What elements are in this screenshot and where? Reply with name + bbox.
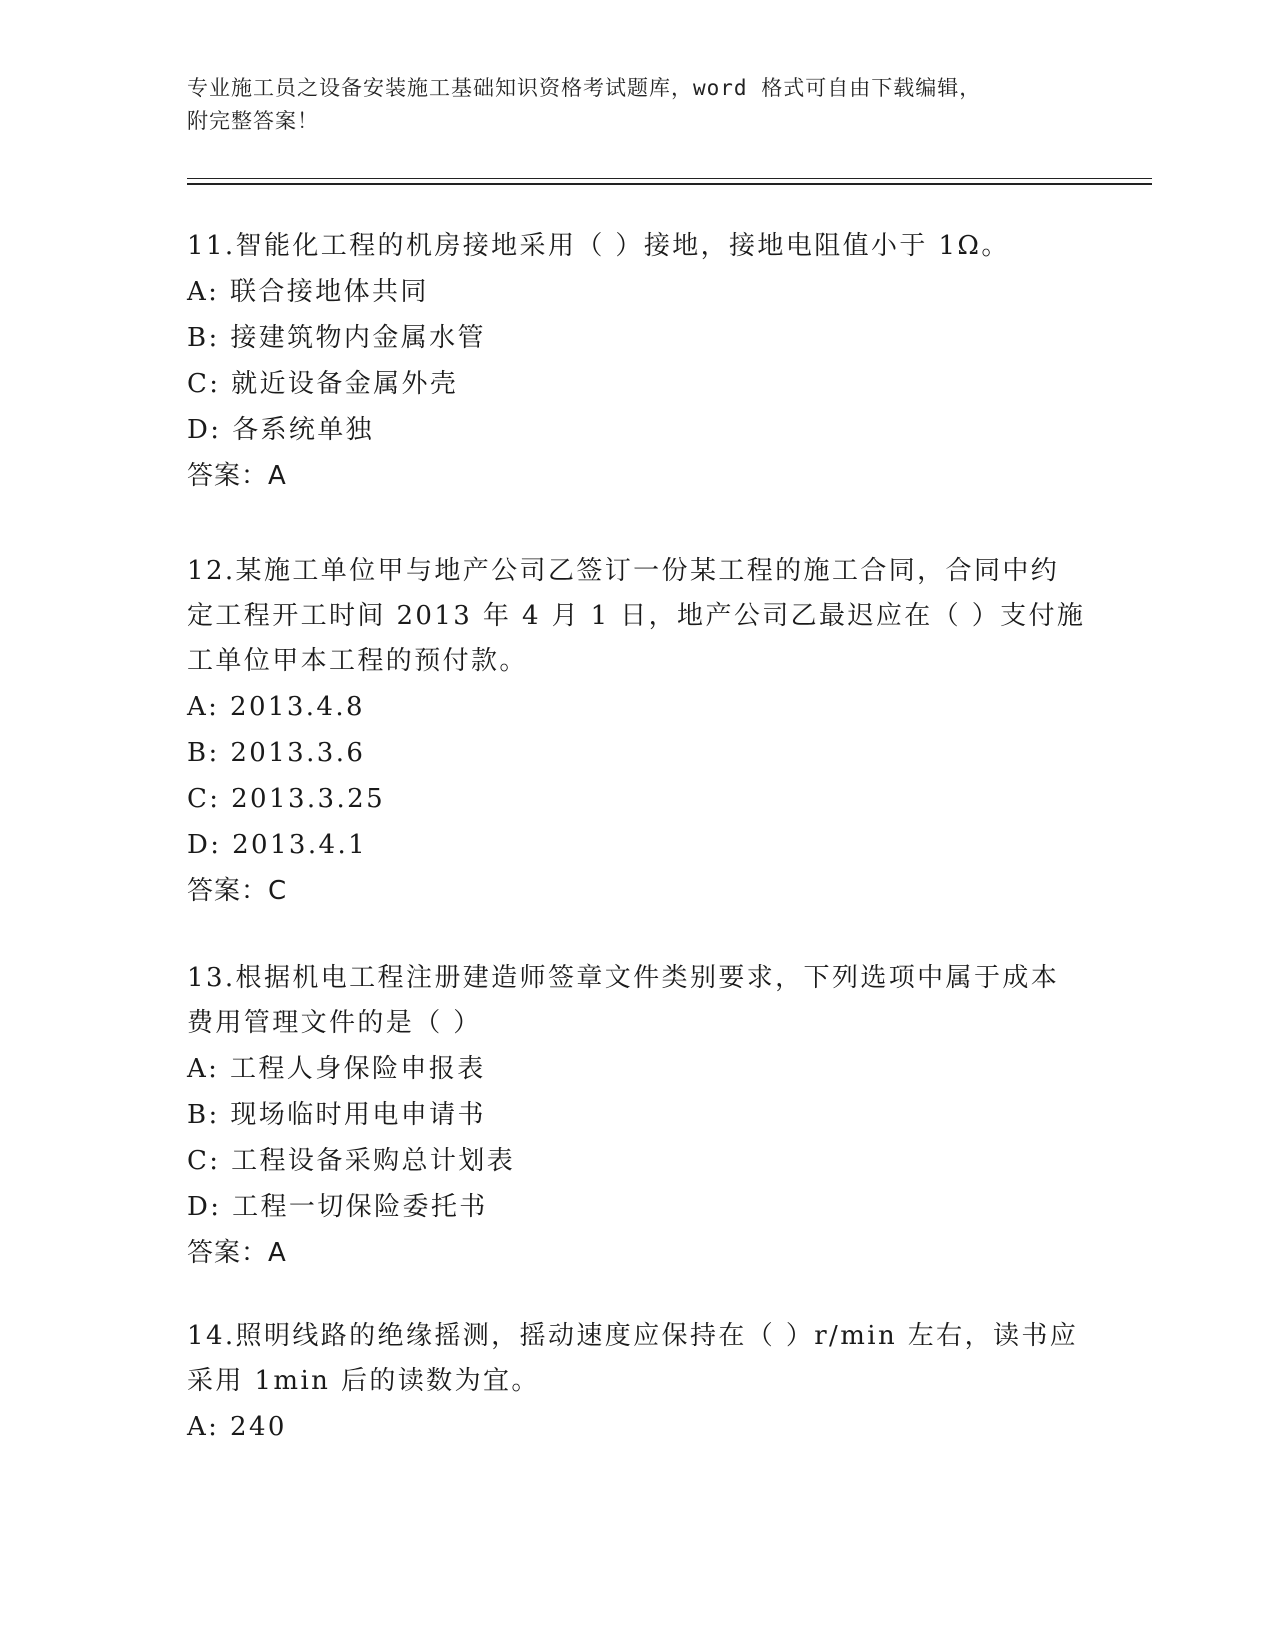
- question-stem-line: 14.照明线路的绝缘摇测，摇动速度应保持在（ ）r/min 左右，读书应: [187, 1321, 1079, 1351]
- question-11: [187, 224, 1087, 499]
- question-14: [187, 1314, 1087, 1450]
- option-d: D: 各系统单独: [187, 415, 375, 445]
- question-12: [187, 549, 1087, 914]
- question-13: [187, 956, 1087, 1276]
- option-a: A: 联合接地体共同: [187, 277, 429, 307]
- question-stem-line: 11.智能化工程的机房接地采用（ ）接地，接地电阻值小于 1Ω。: [187, 231, 1010, 261]
- question-stem-line: 12.某施工单位甲与地产公司乙签订一份某工程的施工合同，合同中约: [187, 556, 1060, 586]
- option-b: B: 2013.3.6: [187, 738, 366, 768]
- option-c: C: 2013.3.25: [187, 784, 386, 814]
- option-a: A: 2013.4.8: [187, 692, 365, 722]
- header-line-2: 附完整答案！: [187, 109, 319, 133]
- option-d: D: 2013.4.1: [187, 830, 368, 860]
- header-rule-thin: [187, 178, 1152, 179]
- option-c: C: 就近设备金属外壳: [187, 369, 459, 399]
- option-a: A: 工程人身保险申报表: [187, 1054, 486, 1084]
- question-stem-line: 费用管理文件的是（ ）: [187, 1008, 482, 1038]
- option-b: B: 接建筑物内金属水管: [187, 323, 486, 353]
- header-line-1: 专业施工员之设备安装施工基础知识资格考试题库，word 格式可自由下载编辑，: [187, 76, 982, 100]
- document-header: [187, 72, 1087, 138]
- answer-line: 答案：A: [187, 461, 287, 491]
- answer-line: 答案：A: [187, 1238, 287, 1268]
- question-stem-line: 13.根据机电工程注册建造师签章文件类别要求，下列选项中属于成本: [187, 963, 1060, 993]
- header-rule-thick: [187, 183, 1152, 185]
- question-stem-line: 采用 1min 后的读数为宜。: [187, 1366, 540, 1396]
- option-c: C: 工程设备采购总计划表: [187, 1146, 516, 1176]
- question-stem-line: 工单位甲本工程的预付款。: [187, 646, 528, 676]
- answer-line: 答案：C: [187, 876, 288, 906]
- question-stem-line: 定工程开工时间 2013 年 4 月 1 日，地产公司乙最迟应在（ ）支付施: [187, 601, 1086, 631]
- option-a: A: 240: [187, 1412, 287, 1442]
- option-d: D: 工程一切保险委托书: [187, 1192, 488, 1222]
- option-b: B: 现场临时用电申请书: [187, 1100, 486, 1130]
